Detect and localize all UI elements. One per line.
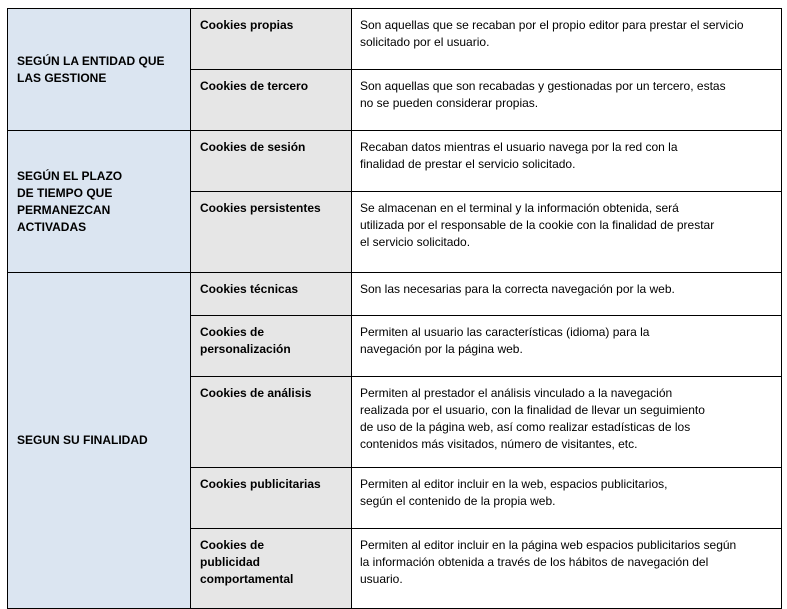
cookie-type-cell: Cookies de personalización	[191, 316, 352, 377]
description-cell: Son aquellas que son recabadas y gestionadas por un tercero, estas no se pueden considerar propias.	[352, 70, 782, 131]
cookie-type-cell: Cookies técnicas	[191, 273, 352, 316]
table-row	[8, 131, 782, 192]
table-row	[8, 273, 782, 316]
cookies-classification-table	[7, 8, 782, 609]
description-cell: Permiten al editor incluir en la página web espacios publicitarios según la información obtenida a través de los hábitos de navegación del usuario.	[352, 529, 782, 609]
cookie-type-cell: Cookies de análisis	[191, 377, 352, 468]
cookie-type-cell: Cookies propias	[191, 9, 352, 70]
table-row	[8, 9, 782, 70]
description-cell: Permiten al prestador el análisis vinculado a la navegación realizada por el usuario, con la finalidad de llevar un seguimiento de uso de la página web, así como realizar estadísticas de los contenidos más visitados, número de visitantes, etc.	[352, 377, 782, 468]
description-cell: Son aquellas que se recaban por el propio editor para prestar el servicio solicitado por el usuario.	[352, 9, 782, 70]
cookie-type-cell: Cookies de sesión	[191, 131, 352, 192]
description-cell: Recaban datos mientras el usuario navega por la red con la finalidad de prestar el servicio solicitado.	[352, 131, 782, 192]
cookie-type-cell: Cookies publicitarias	[191, 468, 352, 529]
description-cell: Se almacenan en el terminal y la información obtenida, será utilizada por el responsable de la cookie con la finalidad de prestar el servicio solicitado.	[352, 192, 782, 273]
category-cell-purpose: SEGUN SU FINALIDAD	[8, 273, 191, 609]
cookie-type-cell: Cookies persistentes	[191, 192, 352, 273]
cookie-type-cell: Cookies de publicidad comportamental	[191, 529, 352, 609]
cookie-type-cell: Cookies de tercero	[191, 70, 352, 131]
description-cell: Permiten al editor incluir en la web, espacios publicitarios, según el contenido de la propia web.	[352, 468, 782, 529]
category-cell-entity: SEGÚN LA ENTIDAD QUE LAS GESTIONE	[8, 9, 191, 131]
category-cell-duration: SEGÚN EL PLAZO DE TIEMPO QUE PERMANEZCAN ACTIVADAS	[8, 131, 191, 273]
description-cell: Son las necesarias para la correcta navegación por la web.	[352, 273, 782, 316]
description-cell: Permiten al usuario las características (idioma) para la navegación por la página web.	[352, 316, 782, 377]
